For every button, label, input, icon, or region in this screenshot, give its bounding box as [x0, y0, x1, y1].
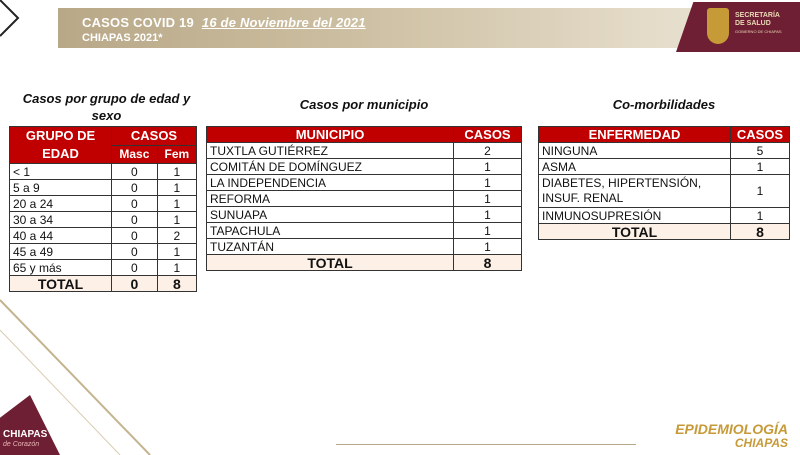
total-row — [539, 224, 790, 240]
table-row — [207, 159, 522, 175]
table-row — [207, 223, 522, 239]
table-row — [10, 164, 197, 180]
logo-line2: DE SALUD — [735, 20, 771, 27]
municipio-section-title: Casos por municipio — [299, 97, 429, 112]
total-row — [207, 255, 522, 271]
municipio-cell: TUZANTÁN — [207, 239, 454, 255]
table-row — [10, 228, 197, 244]
total-value: 8 — [454, 255, 522, 271]
casos-cell: 1 — [454, 239, 522, 255]
page-title — [82, 15, 366, 30]
edad-cell: 5 a 9 — [10, 180, 112, 196]
casos-cell: 1 — [454, 159, 522, 175]
edad-cell: 65 y más — [10, 260, 112, 276]
table-row — [10, 180, 197, 196]
edad-col-casos: CASOS — [112, 127, 197, 146]
fem-cell: 2 — [157, 228, 196, 244]
brand-line1: EPIDEMIOLOGÍA — [675, 421, 788, 437]
report-date: 16 de Noviembre del 2021 — [201, 15, 366, 30]
logo-line1: SECRETARÍA — [735, 12, 780, 19]
masc-cell: 0 — [112, 260, 158, 276]
table-row — [207, 239, 522, 255]
edad-section-title: Casos por grupo de edad y sexo — [22, 91, 191, 123]
title-text: CASOS COVID 19 — [82, 15, 194, 30]
epidemiologia-logo — [675, 422, 788, 450]
table-row — [539, 143, 790, 159]
total-label: TOTAL — [539, 224, 731, 240]
table-row — [207, 143, 522, 159]
edad-cell: 40 a 44 — [10, 228, 112, 244]
total-label: TOTAL — [10, 276, 112, 292]
edad-col-masc: Masc — [112, 145, 158, 164]
casos-cell: 1 — [454, 207, 522, 223]
total-value: 8 — [731, 224, 790, 240]
comorbilidades-section-title: Co-morbilidades — [612, 97, 716, 112]
casos-cell: 1 — [454, 175, 522, 191]
comorbilidades-col-casos: CASOS — [731, 127, 790, 143]
shield-icon — [707, 8, 729, 44]
total-fem: 8 — [157, 276, 196, 292]
casos-cell: 2 — [454, 143, 522, 159]
fem-cell: 1 — [157, 212, 196, 228]
casos-cell: 1 — [731, 159, 790, 175]
masc-cell: 0 — [112, 164, 158, 180]
casos-cell: 1 — [454, 223, 522, 239]
footer-divider — [336, 444, 636, 445]
masc-cell: 0 — [112, 212, 158, 228]
total-label: TOTAL — [207, 255, 454, 271]
municipio-cell: TAPACHULA — [207, 223, 454, 239]
comorbilidades-col-name: ENFERMEDAD — [539, 127, 731, 143]
masc-cell: 0 — [112, 228, 158, 244]
table-row — [10, 244, 197, 260]
table-row — [10, 196, 197, 212]
edad-table — [9, 126, 197, 292]
municipio-cell: LA INDEPENDENCIA — [207, 175, 454, 191]
municipio-col-name: MUNICIPIO — [207, 127, 454, 143]
fem-cell: 1 — [157, 180, 196, 196]
municipio-col-casos: CASOS — [454, 127, 522, 143]
edad-col-fem: Fem — [157, 145, 196, 164]
municipio-cell: TUXTLA GUTIÉRREZ — [207, 143, 454, 159]
logo-line3: GOBIERNO DE CHIAPAS — [735, 29, 782, 34]
masc-cell: 0 — [112, 180, 158, 196]
total-masc: 0 — [112, 276, 158, 292]
fem-cell: 1 — [157, 164, 196, 180]
masc-cell: 0 — [112, 244, 158, 260]
brand-line2: CHIAPAS — [734, 436, 788, 450]
enfermedad-cell: NINGUNA — [539, 143, 731, 159]
edad-cell: 30 a 34 — [10, 212, 112, 228]
table-row — [539, 159, 790, 175]
chiapas-word: CHIAPAS — [3, 429, 48, 440]
fem-cell: 1 — [157, 196, 196, 212]
total-row — [10, 276, 197, 292]
municipio-cell: REFORMA — [207, 191, 454, 207]
masc-cell: 0 — [112, 196, 158, 212]
table-row — [207, 191, 522, 207]
table-row — [539, 175, 790, 208]
municipio-cell: SUNUAPA — [207, 207, 454, 223]
table-row — [539, 208, 790, 224]
edad-cell: 45 a 49 — [10, 244, 112, 260]
table-row — [207, 175, 522, 191]
table-row — [10, 260, 197, 276]
casos-cell: 1 — [731, 208, 790, 224]
comorbilidades-table — [538, 126, 790, 240]
casos-cell: 1 — [454, 191, 522, 207]
enfermedad-cell: ASMA — [539, 159, 731, 175]
table-row — [10, 212, 197, 228]
edad-col-group: GRUPO DE EDAD — [10, 127, 112, 164]
fem-cell: 1 — [157, 244, 196, 260]
table-row — [207, 207, 522, 223]
enfermedad-cell: INMUNOSUPRESIÓN — [539, 208, 731, 224]
edad-cell: < 1 — [10, 164, 112, 180]
enfermedad-cell: DIABETES, HIPERTENSIÓN, INSUF. RENAL — [539, 175, 731, 208]
page-subtitle: CHIAPAS 2021* — [82, 32, 163, 44]
edad-cell: 20 a 24 — [10, 196, 112, 212]
chiapas-logo-text — [3, 430, 47, 450]
chiapas-sub: de Corazón — [3, 441, 40, 448]
casos-cell: 1 — [731, 175, 790, 208]
logo-text — [735, 12, 782, 36]
municipio-cell: COMITÁN DE DOMÍNGUEZ — [207, 159, 454, 175]
fem-cell: 1 — [157, 260, 196, 276]
municipio-table — [206, 126, 522, 271]
casos-cell: 5 — [731, 143, 790, 159]
